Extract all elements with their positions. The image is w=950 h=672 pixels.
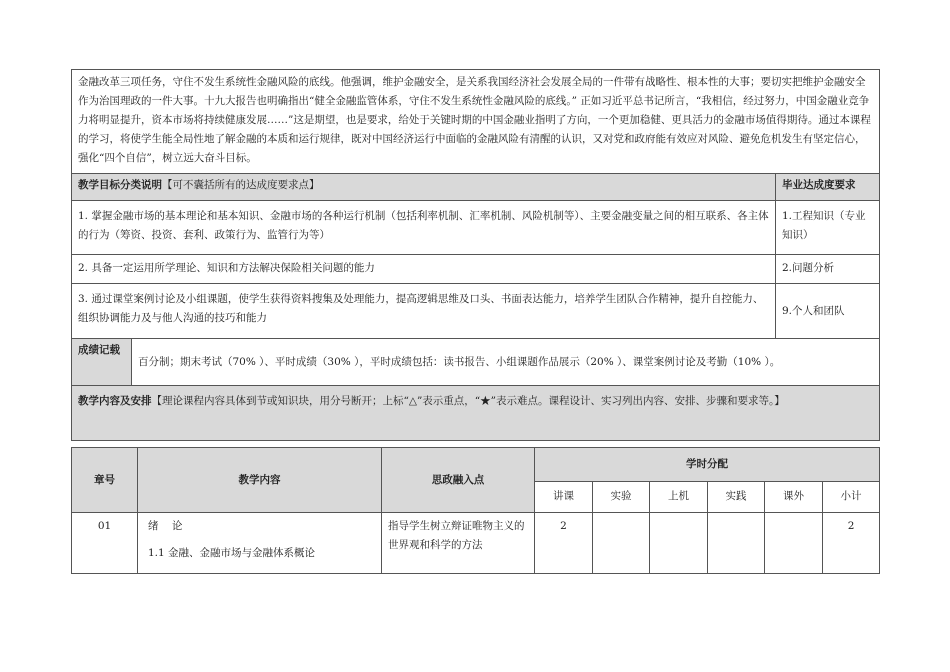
objective-requirement: 2.问题分析 (776, 255, 880, 284)
objective-text: 1. 掌握金融市场的基本理论和基本知识、金融市场的各种运行机制（包括利率机制、汇率机制、风险机制等）、主要金融变量之间的相互联系、各主体的行为（筹资、投资、套利、政策行为、监管行为等） (72, 201, 776, 255)
objective-text: 3. 通过课堂案例讨论及小组课题，使学生获得资料搜集及处理能力，提高逻辑思维及口头、书面表达能力，培养学生团队合作精神，提升自控能力、组织协调能力及与他人沟通的技巧和能力 (72, 284, 776, 339)
section-item: 1.1 金融、金融市场与金融体系概论 (148, 547, 316, 559)
chapter-number: 01 (72, 513, 138, 574)
hours-lecture: 2 (535, 513, 593, 574)
objective-row (72, 255, 880, 284)
content-header-row (72, 386, 880, 441)
objective-row (72, 284, 880, 339)
syllabus-upper-table (71, 69, 880, 441)
chapter-title: 绪 论 (148, 520, 183, 532)
objective-row (72, 201, 880, 255)
requirement-header: 毕业达成度要求 (776, 174, 880, 201)
schedule-header-row (72, 448, 880, 482)
grading-row (72, 339, 880, 386)
objectives-header-row (72, 174, 880, 201)
hours-computer (650, 513, 708, 574)
hours-practice (708, 513, 765, 574)
hours-subcol-lab: 实验 (593, 481, 650, 512)
content-header-note: 【理论课程内容具体到节或知识块，用分号断开；上标“△”表示重点，“★”表示难点。课程设计、实习列出内容、安排、步骤和要求等。】 (151, 395, 785, 407)
hours-subcol-subtotal: 小计 (823, 481, 880, 512)
syllabus-sheet (71, 69, 879, 574)
objective-requirement: 1.工程知识（专业知识） (776, 201, 880, 255)
hours-subcol-lecture: 讲课 (535, 481, 593, 512)
chapter-column-header: 章号 (72, 448, 138, 513)
objective-text: 2. 具备一定运用所学理论、知识和方法解决保险相关问题的能力 (72, 255, 776, 284)
hours-subcol-extracurricular: 课外 (765, 481, 823, 512)
hours-lab (593, 513, 650, 574)
hours-subtotal: 2 (823, 513, 880, 574)
objectives-header-note: 【可不囊括所有的达成度要求点】 (162, 179, 320, 191)
intro-row (72, 70, 880, 174)
hours-subcol-computer: 上机 (650, 481, 708, 512)
intro-paragraph: 金融改革三项任务，守住不发生系统性金融风险的底线。他强调，维护金融安全，是关系我国经济社会发展全局的一件带有战略性、根本性的大事；要切实把维护金融安全作为治国理政的一件大事。十九大报告也明确指出“健全金融监管体系，守住不发生系统性金融风险的底线。” 正如习近平总书记所言，“我相信，经过努力，中国金融业竞争力将明显提升，资本市场将持续健康发展……”这是期望，也是要求，给处于关键时期的中国金融业指明了方向，一个更加稳健、更具活力的金融市场值得期待。通过本课程的学习，将使学生能全局性地了解金融的本质和运行规律，既对中国经济运行中面临的金融风险有清醒的认识，又对党和政府能有效应对风险、避免危机发生有坚定信心，强化“四个自信”，树立远大奋斗目标。 (72, 70, 880, 174)
chapter-content (138, 513, 382, 574)
objective-requirement: 9.个人和团队 (776, 284, 880, 339)
content-header (72, 386, 880, 441)
objectives-header (72, 174, 776, 201)
objectives-header-title: 教学目标分类说明 (78, 179, 162, 191)
ideology-point: 指导学生树立辩证唯物主义的世界观和科学的方法 (382, 513, 535, 574)
schedule-row (72, 513, 880, 574)
schedule-table (71, 447, 880, 574)
hours-column-header: 学时分配 (535, 448, 880, 482)
hours-subcol-practice: 实践 (708, 481, 765, 512)
hours-extracurricular (765, 513, 823, 574)
content-header-title: 教学内容及安排 (78, 395, 152, 407)
grading-text: 百分制；期末考试（70% ）、平时成绩（30% ），平时成绩包括：读书报告、小组课题作品展示（20% ）、课堂案例讨论及考勤（10% ）。 (132, 339, 880, 386)
ideology-column-header: 思政融入点 (382, 448, 535, 513)
content-column-header: 教学内容 (138, 448, 382, 513)
grading-label: 成绩记载 (72, 339, 132, 386)
